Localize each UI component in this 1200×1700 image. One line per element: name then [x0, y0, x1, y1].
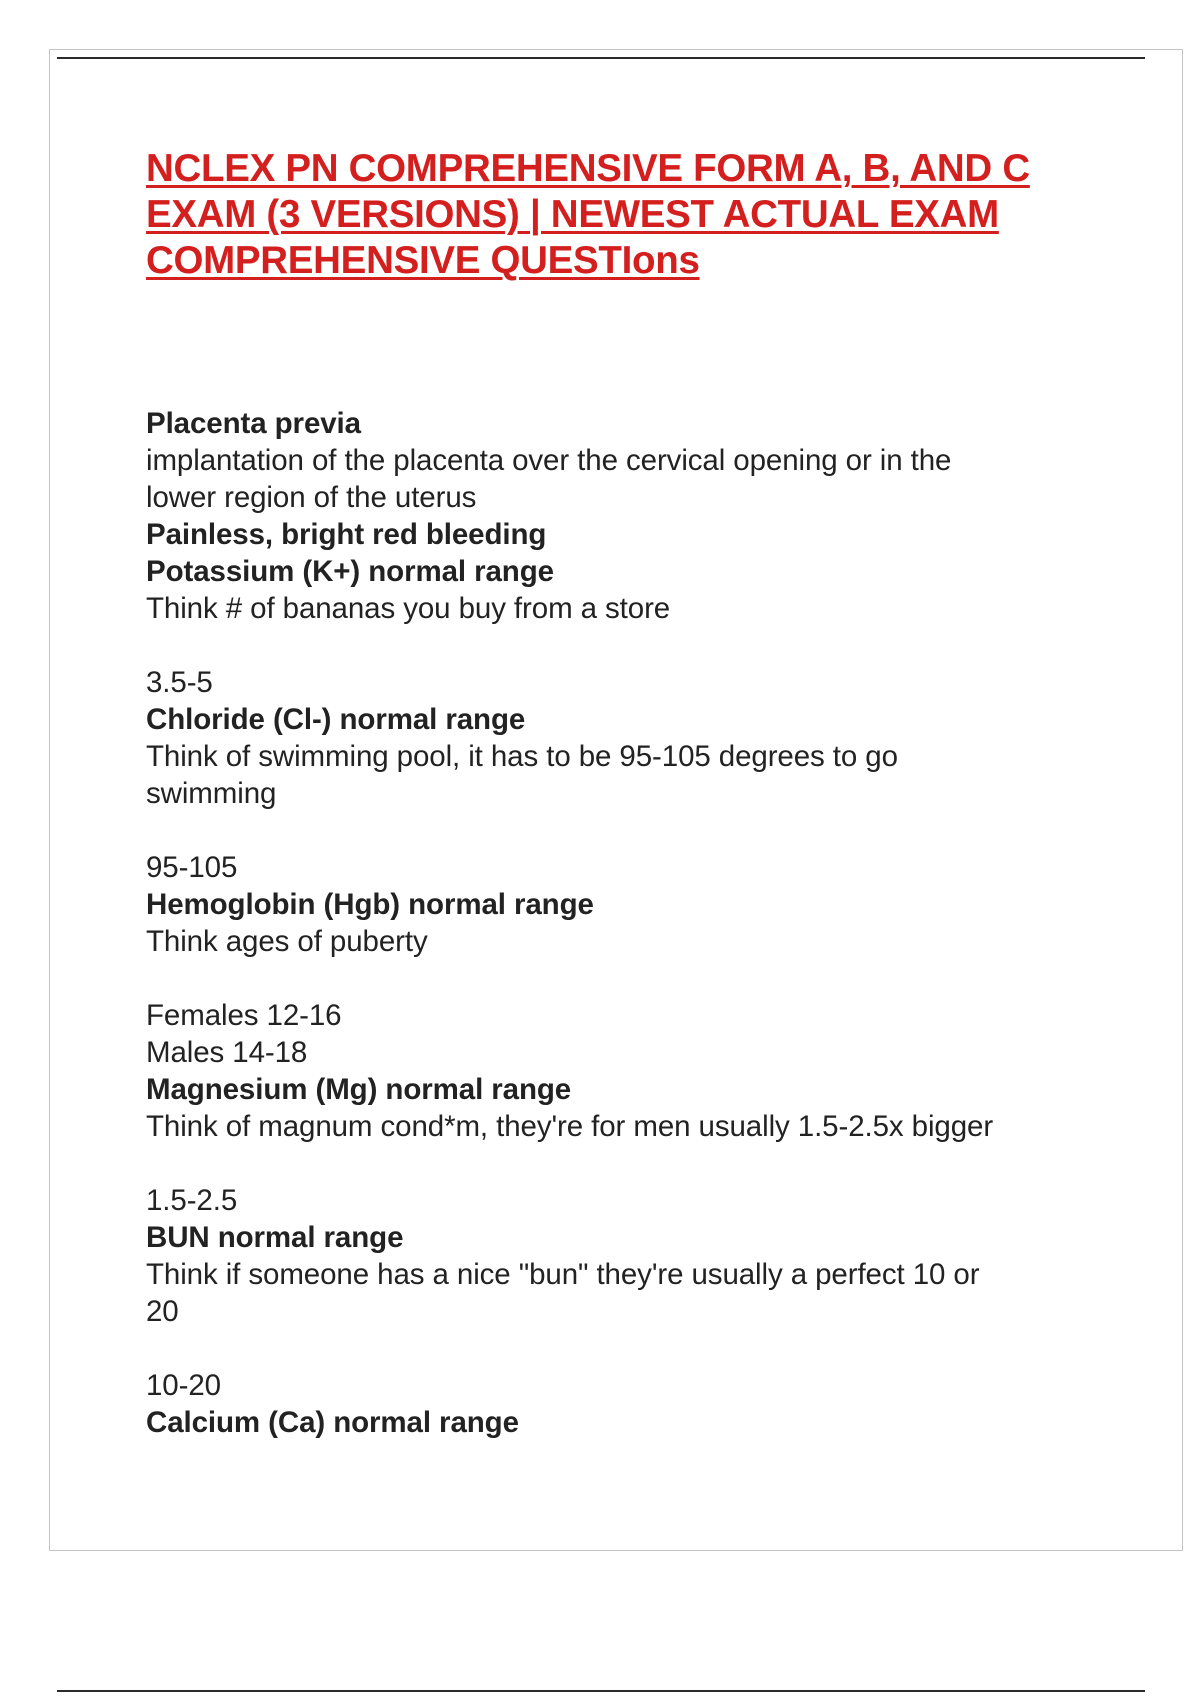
card-term-bun: BUN normal range [146, 1221, 404, 1254]
spacer [146, 627, 1106, 664]
spacer [146, 812, 1106, 849]
card-answer-magnesium: 1.5-2.5 [146, 1184, 238, 1217]
card-definition-bun-1: Think if someone has a nice "bun" they're usually a perfect 10 or [146, 1258, 980, 1291]
card-term-hemoglobin: Hemoglobin (Hgb) normal range [146, 888, 594, 921]
top-rule [57, 57, 1145, 59]
card-term-chloride: Chloride (Cl-) normal range [146, 703, 526, 736]
card-definition-placenta-previa-2: lower region of the uterus [146, 481, 477, 514]
card-term-placenta-previa: Placenta previa [146, 407, 361, 440]
title-line-3: COMPREHENSIVE QUESTIons [146, 239, 700, 282]
card-definition-hemoglobin: Think ages of puberty [146, 925, 428, 958]
card-definition-potassium: Think # of bananas you buy from a store [146, 592, 671, 625]
spacer [146, 1145, 1106, 1182]
card-definition-chloride-2: swimming [146, 777, 277, 810]
card-term-magnesium: Magnesium (Mg) normal range [146, 1073, 572, 1106]
card-term-potassium: Potassium (K+) normal range [146, 555, 554, 588]
title-line-2: EXAM (3 VERSIONS) | NEWEST ACTUAL EXAM [146, 193, 999, 236]
card-definition-bun-2: 20 [146, 1295, 179, 1328]
card-term-calcium: Calcium (Ca) normal range [146, 1406, 519, 1439]
spacer [146, 1330, 1106, 1367]
document-title [146, 146, 1106, 284]
card-definition-chloride-1: Think of swimming pool, it has to be 95-105 degrees to go [146, 740, 898, 773]
card-answer-bun: 10-20 [146, 1369, 221, 1402]
card-definition-magnesium: Think of magnum cond*m, they're for men usually 1.5-2.5x bigger [146, 1110, 994, 1143]
bottom-rule [57, 1690, 1145, 1692]
card-answer-potassium: 3.5-5 [146, 666, 213, 699]
spacer [146, 960, 1106, 997]
title-line-1: NCLEX PN COMPREHENSIVE FORM A, B, AND C [146, 147, 1030, 190]
card-answer-hemoglobin-2: Males 14-18 [146, 1036, 308, 1069]
flashcard-list [146, 405, 1106, 1441]
card-answer-chloride: 95-105 [146, 851, 238, 884]
card-definition-placenta-previa-1: implantation of the placenta over the cervical opening or in the [146, 444, 952, 477]
card-term-painless-bleeding: Painless, bright red bleeding [146, 518, 547, 551]
card-answer-hemoglobin-1: Females 12-16 [146, 999, 342, 1032]
